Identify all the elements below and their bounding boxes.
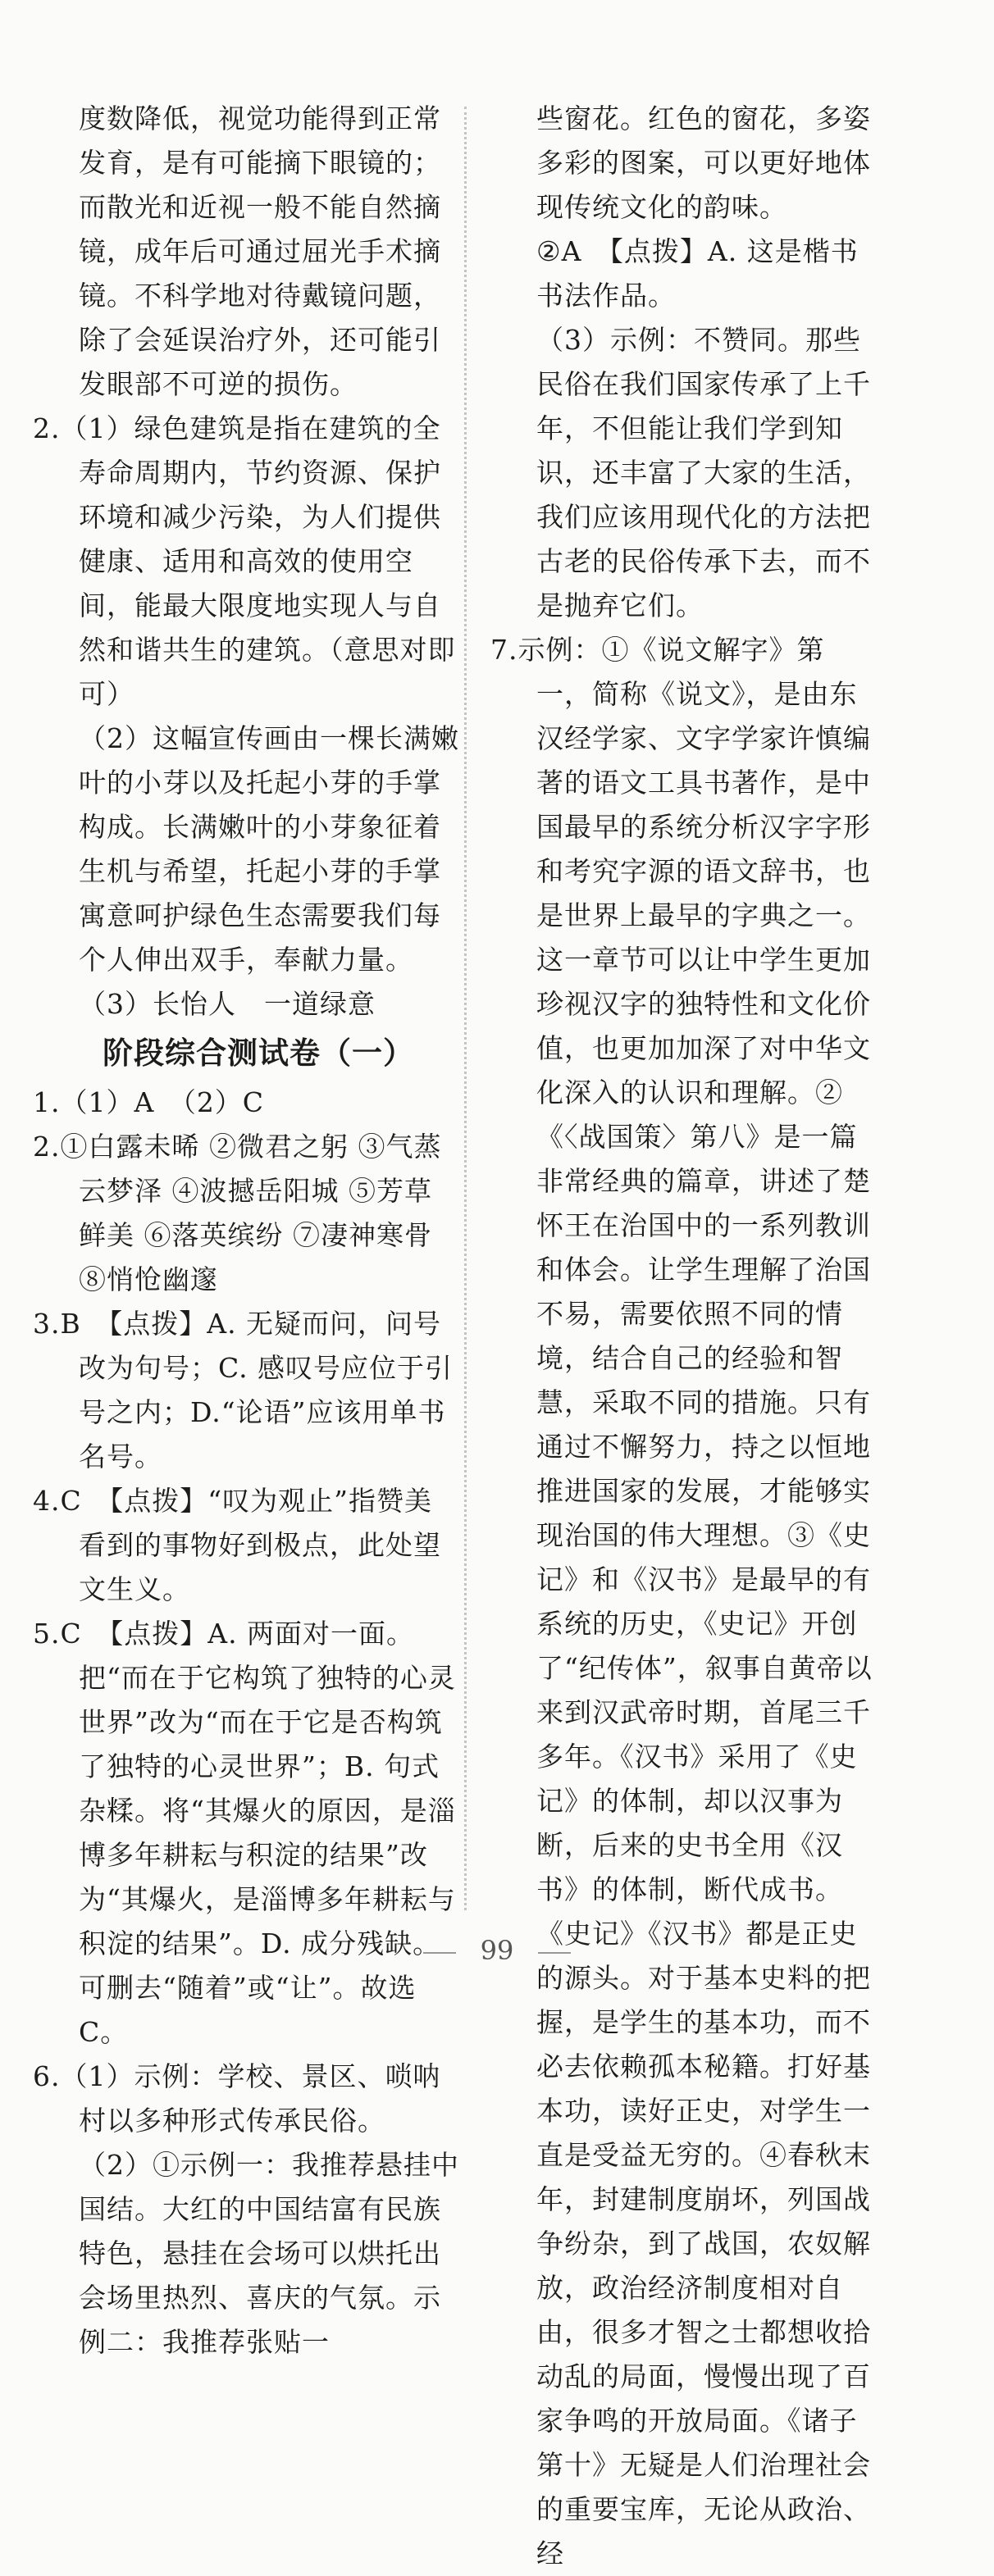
answer-2-1: 2.（1）绿色建筑是指在建筑的全寿命周期内，节约资源、保护环境和减少污染，为人们提供健康、适用和高效的使用空间，能最大限度地实现人与自然和谐共生的建筑。（意思对即可） — [33, 412, 456, 710]
footer-dash-left — [423, 1952, 456, 1954]
answer-6-2: （2）①示例一：我推荐悬挂中国结。大红的中国结富有民族特色，悬挂在会场可以烘托出会场里热烈、喜庆的气氛。示例二：我推荐张贴一 — [79, 2149, 459, 2358]
answer-2: 2.①白露未晞 ②微君之躬 ③气蒸云梦泽 ④波撼岳阳城 ⑤芳草鲜美 ⑥落英缤纷 ⑦凄神寒骨 ⑧悄怆幽邃 — [33, 1131, 442, 1295]
section-heading: 阶段综合测试卷（一） — [103, 1035, 414, 1071]
answer-6-1: 6.（1）示例：学校、景区、唢呐村以多种形式传承民俗。 — [33, 2060, 441, 2137]
footer-dash-right — [538, 1952, 571, 1954]
answer-4: 4.C 【点拨】“叹为观止”指赞美看到的事物好到极点，此处望文生义。 — [33, 1485, 441, 1605]
answer-5: 5.C 【点拨】A. 两面对一面。把“而在于它构筑了独特的心灵世界”改为“而在于它是否构筑了独特的心灵世界”；B. 句式杂糅。将“其爆火的原因，是淄博多年耕耘与积淀的结果”改为“其爆火，是淄博多年耕耘与积淀的结果”。D. 成分残缺。可删去“随着”或“让”。故选 C。 — [33, 1618, 456, 2048]
answer-1: 1.（1）A （2）C — [33, 1086, 265, 1118]
answer-3: 3.B 【点拨】A. 无疑而问，问号改为句号；C. 感叹号应位于引号之内；D.“论语”应该用单书名号。 — [33, 1308, 454, 1472]
answer-6-3: （3）示例：不赞同。那些民俗在我们国家传承了上千年，不但能让我们学到知识，还丰富了大家的生活，我们应该用现代化的方法把古老的民俗传承下去，而不是抛弃它们。 — [536, 324, 871, 621]
para-eye-continued: 度数降低，视觉功能得到正常发育，是有可能摘下眼镜的；而散光和近视一般不能自然摘镜，成年后可通过屈光手术摘镜。不科学地对待戴镜问题，除了会延误治疗外，还可能引发眼部不可逆的损伤。 — [79, 102, 441, 400]
page-footer — [0, 1935, 994, 1966]
answer-6-2-continued: 些窗花。红色的窗花，多姿多彩的图案，可以更好地体现传统文化的韵味。 — [536, 102, 871, 223]
left-column — [33, 97, 459, 2364]
answer-2-3: （3）长怡人 一道绿意 — [79, 988, 376, 1020]
answer-7: 7.示例：①《说文解字》第一，简称《说文》，是由东汉经学家、文字学家许慎编著的语文工具书著作，是中国最早的系统分析汉字字形和考究字源的语文辞书，也是世界上最早的字典之一。这一章节可以让中学生更加珍视汉字的独特性和文化价值，也更加加深了对中华文化深入的认识和理解。②《〈战国策〉第八》是一篇非常经典的篇章，讲述了楚怀王在治国中的一系列教训和体会。让学生理解了治国不易，需要依照不同的情境，结合自己的经验和智慧，采取不同的措施。只有通过不懈努力，持之以恒地推进国家的发展，才能够实现治国的伟大理想。③《史记》和《汉书》是最早的有系统的历史，《史记》开创了“纪传体”，叙事自黄帝以来到汉武帝时期，首尾三千多年。《汉书》采用了《史记》的体制，却以汉事为断，后来的史书全用《汉书》的体制，断代成书。《史记》《汉书》都是正史的源头。对于基本史料的把握，是学生的基本功，而不必去依赖孤本秘籍。打好基本功，读好正史，对学生一直是受益无穷的。④春秋末年，封建制度崩坏，列国战争纷杂，到了战国，农奴解放，政治经济制度相对自由，很多才智之士都想收拾动乱的局面，慢慢出现了百家争鸣的开放局面。《诸子第十》无疑是人们治理社会的重要宝库，无论从政治、经 — [490, 634, 873, 2569]
page-number: 99 — [480, 1935, 514, 1966]
answer-2-2: （2）这幅宣传画由一棵长满嫩叶的小芽以及托起小芽的手掌构成。长满嫩叶的小芽象征着生机与希望，托起小芽的手掌寓意呵护绿色生态需要我们每个人伸出双手，奉献力量。 — [79, 722, 459, 976]
answer-6-2-b: ②A 【点拨】A. 这是楷书书法作品。 — [536, 235, 859, 312]
column-divider — [464, 107, 467, 1910]
right-column — [490, 97, 876, 2576]
